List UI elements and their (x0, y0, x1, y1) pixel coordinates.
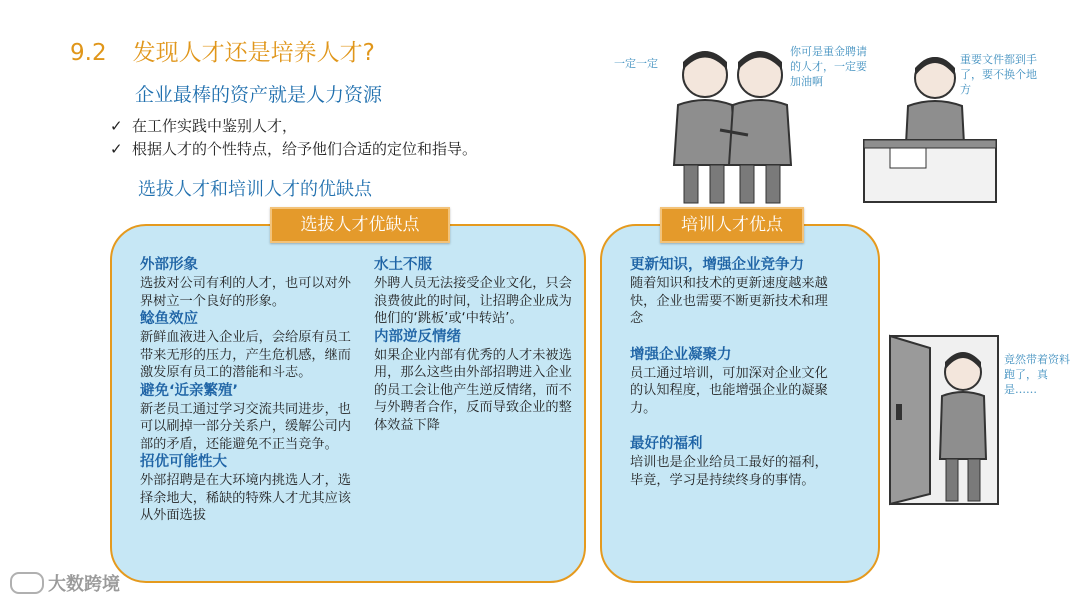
handshake-illustration (660, 40, 800, 205)
benefit-heading: 最好的福利 (630, 436, 703, 452)
con-heading: 内部逆反情绪 (374, 328, 461, 345)
section-subtitle: 选拔人才和培训人才的优缺点 (138, 179, 372, 200)
check-item-1: ✓ 在工作实践中鉴别人才， (110, 117, 298, 135)
speech-bubble-2: 你可是重金聘请的人才，一定要加油啊 (790, 45, 867, 88)
pro-heading: 外部形象 (140, 257, 198, 273)
speech-bubble-4: 竟然带着资料跑了，真是…… (1004, 353, 1070, 396)
con-text: 外聘人员无法接受企业文化，只会浪费彼此的时间，让招聘企业成为他们的‘跳板’或‘中转站’。 (374, 276, 572, 326)
speech-bubble-3: 重要文件都到手了，要不换个地方 (960, 53, 1037, 96)
watermark-logo: 大数跨境 (10, 570, 120, 596)
benefit-item (630, 346, 830, 418)
logo-icon (10, 572, 44, 594)
con-heading: 水土不服 (374, 257, 432, 273)
intro-subtitle: 企业最棒的资产就是人力资源 (135, 84, 383, 106)
benefit-heading: 增强企业凝聚力 (630, 346, 732, 363)
pro-text: 新鲜血液进入企业后，会给原有员工带来无形的压力，产生危机感，继而激发原有员工的潜能和斗志。 (140, 330, 351, 380)
pro-item (140, 382, 362, 454)
benefit-item (630, 256, 830, 328)
benefit-text: 员工通过培训，可加深对企业文化的认知程度，也能增强企业的凝聚力。 (630, 365, 828, 416)
door-illustration (888, 334, 1000, 506)
pro-heading: 招优可能性大 (140, 454, 227, 470)
selection-cons-column (374, 256, 572, 434)
selection-panel-tag: 选拔人才优缺点 (270, 207, 450, 243)
pro-text: 选拔对公司有利的人才，也可以对外界树立一个良好的形象。 (140, 276, 351, 309)
pro-item (140, 256, 362, 310)
check-icon: ✓ (110, 117, 123, 135)
desk-illustration (860, 48, 1000, 204)
pro-item (140, 310, 362, 382)
selection-pros-column (140, 256, 362, 525)
training-benefits-column (630, 256, 830, 489)
pro-heading: 避免‘近亲繁殖’ (140, 382, 239, 399)
speech-bubble-1: 一定一定 (614, 57, 658, 70)
con-text: 如果企业内部有优秀的人才未被选用，那么这些由外部招聘进入企业的员工会让他产生逆反情绪，而不与外聘者合作，反而导致企业的整体效益下降 (374, 347, 572, 433)
training-panel-tag: 培训人才优点 (660, 207, 804, 243)
con-item (374, 328, 572, 435)
benefit-heading: 更新知识，增强企业竞争力 (630, 257, 804, 273)
benefit-text: 培训也是企业给员工最好的福利，毕竟，学习是持续终身的事情。 (630, 455, 828, 488)
pro-text: 新老员工通过学习交流共同进步，也可以刷掉一部分关系户，缓解公司内部的矛盾，还能避免不正当竞争。 (140, 401, 351, 452)
page-title (70, 34, 375, 67)
check-icon: ✓ (110, 140, 123, 158)
benefit-text: 随着知识和技术的更新速度越来越快，企业也需要不断更新技术和理念 (630, 276, 828, 326)
pro-heading: 鲶鱼效应 (140, 311, 198, 327)
benefit-item (630, 435, 830, 489)
pro-item (140, 453, 362, 525)
check-item-2: ✓ 根据人才的个性特点，给予他们合适的定位和指导。 (110, 140, 478, 158)
section-number: 9.2 (70, 40, 107, 66)
title-text: 发现人才还是培养人才? (132, 40, 375, 66)
con-item (374, 256, 572, 328)
pro-text: 外部招聘是在大环境内挑选人才，选择余地大，稀缺的特殊人才尤其应该从外面选拔 (140, 473, 351, 523)
